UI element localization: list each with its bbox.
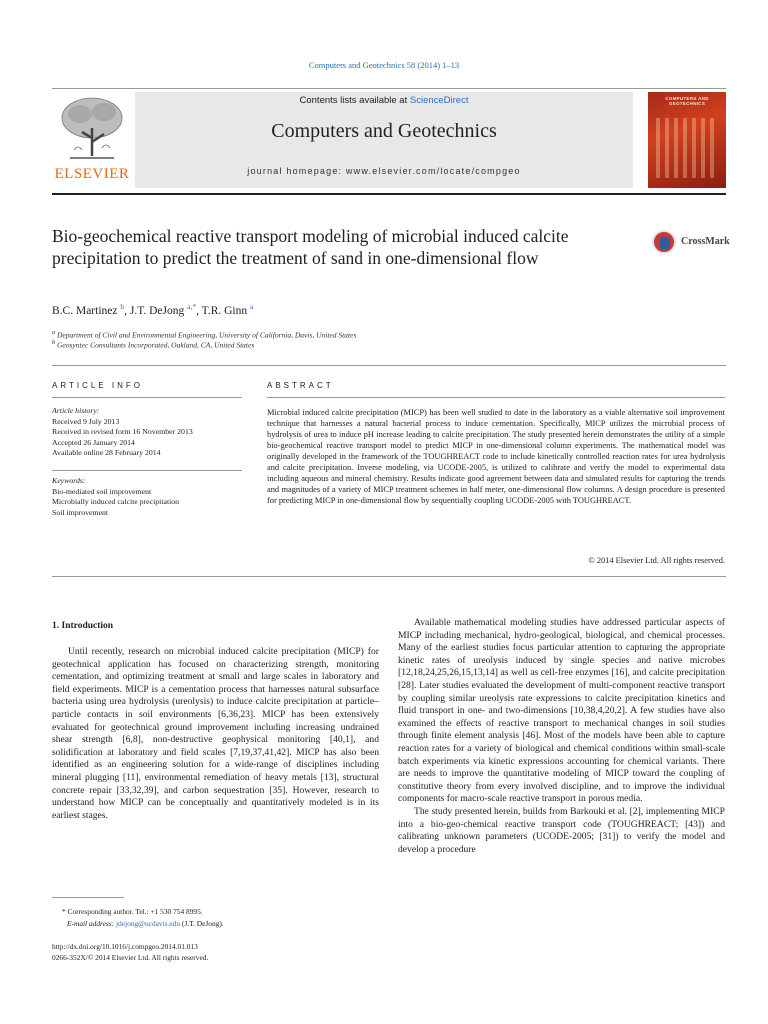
divider <box>52 397 242 398</box>
issn-line: 0266-352X/© 2014 Elsevier Ltd. All rights reserved. <box>52 953 209 962</box>
contents-line <box>135 95 633 106</box>
keyword: Microbially induced calcite precipitation <box>52 497 180 506</box>
author-name: T.R. Ginn <box>201 304 248 317</box>
author-affil-link[interactable]: a,* <box>187 302 197 311</box>
history-item: Available online 28 February 2014 <box>52 448 161 457</box>
header-top-rule <box>52 88 726 89</box>
affiliation-marker: b <box>52 339 56 346</box>
history-label: Article history: <box>52 406 100 415</box>
journal-title: Computers and Geotechnics <box>271 120 497 142</box>
divider <box>267 397 725 398</box>
affiliation-text: Geosyntec Consultants Incorporated, Oakland, CA, United States <box>57 340 255 350</box>
journal-citation[interactable]: Computers and Geotechnics 58 (2014) 1–13 <box>308 60 460 70</box>
history-item: Received in revised form 16 November 2013 <box>52 427 193 436</box>
crossmark-icon <box>652 230 676 254</box>
author-list: B.C. Martinez $^b$, J.T. DeJong $^{a,*}$, T.R. Ginn $^a$ <box>52 302 254 317</box>
intro-column-left <box>52 646 379 822</box>
email-label: E-mail address: <box>67 919 116 928</box>
crossmark-label: CrossMark <box>681 236 730 247</box>
keywords <box>52 476 242 518</box>
email-suffix: (J.T. DeJong). <box>180 919 224 928</box>
section-heading: 1. Introduction <box>52 621 114 631</box>
history-item: Received 9 July 2013 <box>52 416 120 426</box>
divider <box>52 365 726 366</box>
paragraph: The study presented herein, builds from Barkouki et al. [2], implementing MICP into a bio-geo-chemical reactive transport code (TOUGHREACT; [43]) and calibrating unknown parameters (UCODE-2005; [31]) to verify the model and develop a procedure <box>398 805 725 855</box>
divider <box>52 470 242 471</box>
author-affil-link[interactable]: b <box>120 302 125 311</box>
paragraph: Available mathematical modeling studies have addressed particular aspects of MICP including mechanical, hydro-geological, biological, and chemical processes. Many of the earliest studies focus particular attention to capturing the appropriate kinetic rates of ureolysis induced by single species and native microbes [12,18,24,25,26,15,13,14] as well as cell-free enzymes [16], and calcite precipitation [28]. Later studies evaluated the development of multi-component reactive transport by coupling similar ureolysis rate expressions to calcite precipitation kinetics and fluid transport in one- and two-dimensions [10,38,4,20,2]. A few studies have also examined the effects of reactive transport to mechanical changes in soil studies through finite element analysis [46]. Most of the models have been able to capture reaction rates for a variety of biological and chemical conditions within small-scale batch experiments via kinetic expressions accounting for chemical variants. There are needs to improve the quantitative modeling of MICP toward the coupling of constitutive theory from every involved discipline, and to improve the individual components for macro-scale reactive transport in porous media. <box>398 617 725 805</box>
author-name: J.T. DeJong <box>129 304 185 317</box>
affiliation <box>52 339 652 350</box>
abstract-text: Microbial induced calcite precipitation (MICP) has been well studied to date in the laboratory as a viable alternative soil improvement technique that harnesses a natural bacterial process to induce cementation. Specifically, MICP utilizes the microbial process of hydrolysis of urea to induce pH increase leading to calcite precipitation. The study presented herein demonstrates the utility of a simple bio-geochemical reactive transport model to predict MICP in one-dimensional column experiments. The mathematical model was originally developed in the framework of the TOUGHREACT code to include kinetically controlled reaction rates for urea hydrolysis and calcite precipitation. Inverse modeling, via UCODE-2005, is utilized to calibrate and verify the model to experimental data including aqueous and mineral chemistry. Results indicate good agreement between data and simulated results for capturing the trends and magnitudes of a variety of MICP treatment schemes in half meter, one-dimensional flow columns. A design procedure is presented for predicting MICP in one-dimensional flow by sequentially coupling UCODE-2005 with TOUGHREACT. <box>267 408 725 505</box>
cover-title: COMPUTERS AND GEOTECHNICS <box>665 96 709 106</box>
corresponding-author-note: * Corresponding author. Tel.: +1 530 754 8995. <box>62 907 203 916</box>
article-info-heading: ARTICLE INFO <box>52 381 143 390</box>
author-affil-link[interactable]: a <box>250 302 254 311</box>
history-item: Accepted 26 January 2014 <box>52 437 135 447</box>
contents-prefix: Contents lists available at <box>299 95 410 106</box>
header-bottom-rule <box>52 193 726 195</box>
sciencedirect-link[interactable]: ScienceDirect <box>409 95 469 106</box>
affiliation-text: Department of Civil and Environmental Engineering, University of California, Davis, United States <box>57 330 357 340</box>
affiliation-marker: a <box>52 329 56 336</box>
journal-cover-thumbnail <box>648 92 726 188</box>
keyword: Soil improvement <box>52 507 109 517</box>
email-link[interactable]: jdejong@ucdavis.edu <box>116 919 181 928</box>
abstract-copyright: © 2014 Elsevier Ltd. All rights reserved. <box>588 556 725 565</box>
paragraph: Until recently, research on microbial induced calcite precipitation (MICP) for geotechnical application has focused on characterizing strength, monitoring cementation, and optimizing treatment at small and large scales in laboratory and field experiments. MICP is a cementation process that harnesses natural subsurface bacteria using urea hydrolysis (ureolysis) to induce calcite precipitation at particle–particle contacts in soil environments [6,36,23]. MICP has been extensively evaluated for geotechnical ground improvement including increasing undrained shear strength [6,8], non-destructive geophysical monitoring [40,1], and solidification at laboratory and field scales [7,19,37,41,42]. MICP has also been identified as an engineering solution for a wide-range of disciplines including mineral plugging [11], environmental remediation of heavy metals [13], structural concrete repair [33,32,39], and carbon sequestration [35]. However, research to understand how MICP can be conceptually and quantitatively modeled is in its earliest stages. <box>52 646 379 821</box>
cover-graphic <box>656 118 718 178</box>
crossmark-badge[interactable] <box>652 230 728 258</box>
article-title: Bio-geochemical reactive transport modeling of microbial induced calcite precipitation to predict the treatment of sand in one-dimensional flow <box>52 226 569 268</box>
email-note <box>67 919 394 928</box>
keywords-label: Keywords: <box>52 476 86 485</box>
doi-link[interactable]: http://dx.doi.org/10.1016/j.compgeo.2014.01.013 <box>52 942 198 951</box>
affiliation <box>52 329 652 340</box>
elsevier-wordmark: ELSEVIER <box>54 166 130 182</box>
journal-homepage[interactable]: journal homepage: www.elsevier.com/locate/compgeo <box>247 166 521 176</box>
author-name: B.C. Martinez <box>52 304 118 317</box>
article-history <box>52 406 242 459</box>
footnote-rule <box>52 897 124 898</box>
intro-column-right <box>398 617 725 856</box>
divider <box>52 576 726 577</box>
keyword: Bio-mediated soil improvement <box>52 486 152 496</box>
abstract-heading: ABSTRACT <box>267 381 334 390</box>
